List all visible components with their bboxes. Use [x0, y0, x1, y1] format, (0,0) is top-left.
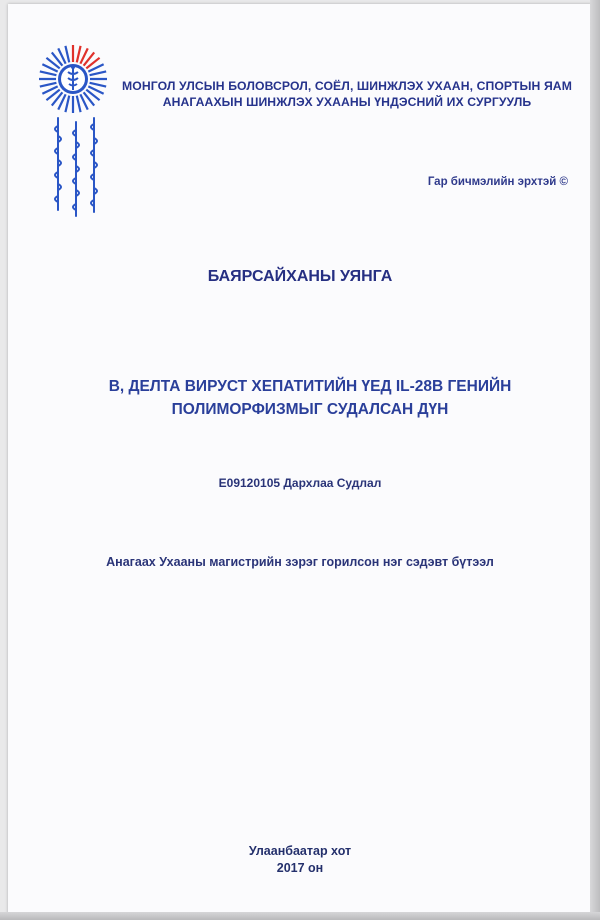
- ministry-header: [108, 78, 586, 110]
- mongolian-script-name: [46, 112, 114, 220]
- page-edge-right: [590, 0, 600, 920]
- university-emblem-icon: [38, 44, 108, 114]
- year: 2017 он: [276, 861, 324, 875]
- emblem-ray: [40, 83, 57, 87]
- thesis-title: [100, 375, 520, 421]
- thesis-title-line-2: ПОЛИМОРФИЗМЫГ СУДАЛСАН ДҮН: [171, 401, 449, 418]
- copyright-notice: Гар бичмэлийн эрхтэй ©: [427, 176, 568, 188]
- emblem-ray: [65, 46, 69, 63]
- emblem-ray: [90, 83, 107, 87]
- place-and-year: [0, 843, 600, 877]
- emblem-ray: [65, 96, 69, 113]
- emblem-ray: [77, 46, 81, 63]
- emblem-ray: [40, 71, 57, 75]
- specialty-code: E09120105 Дархлаа Судлал: [218, 476, 382, 490]
- header-ministry-line: МОНГОЛ УЛСЫН БОЛОВСРОЛ, СОЁЛ, ШИНЖЛЭХ УХААН, СПОРТЫН ЯАМ: [122, 79, 572, 93]
- thesis-title-line-1: B, ДЕЛТА ВИРУСТ ХЕПАТИТИЙН ҮЕД IL-28B ГЕНИЙН: [108, 378, 512, 395]
- degree-statement: Анагаах Ухааны магистрийн зэрэг горилсон нэг сэдэвт бүтээл: [106, 555, 494, 569]
- page-edge-bottom: [0, 912, 600, 920]
- emblem-ray: [90, 71, 107, 75]
- emblem-ray: [77, 96, 81, 113]
- author-name: БАЯРСАЙХАНЫ УЯНГА: [207, 268, 393, 285]
- header-university-line: АНАГААХЫН ШИНЖЛЭХ УХААНЫ ҮНДЭСНИЙ ИХ СУРГУУЛЬ: [162, 95, 532, 109]
- cover-page: [8, 4, 592, 916]
- city: Улаанбаатар хот: [248, 844, 352, 858]
